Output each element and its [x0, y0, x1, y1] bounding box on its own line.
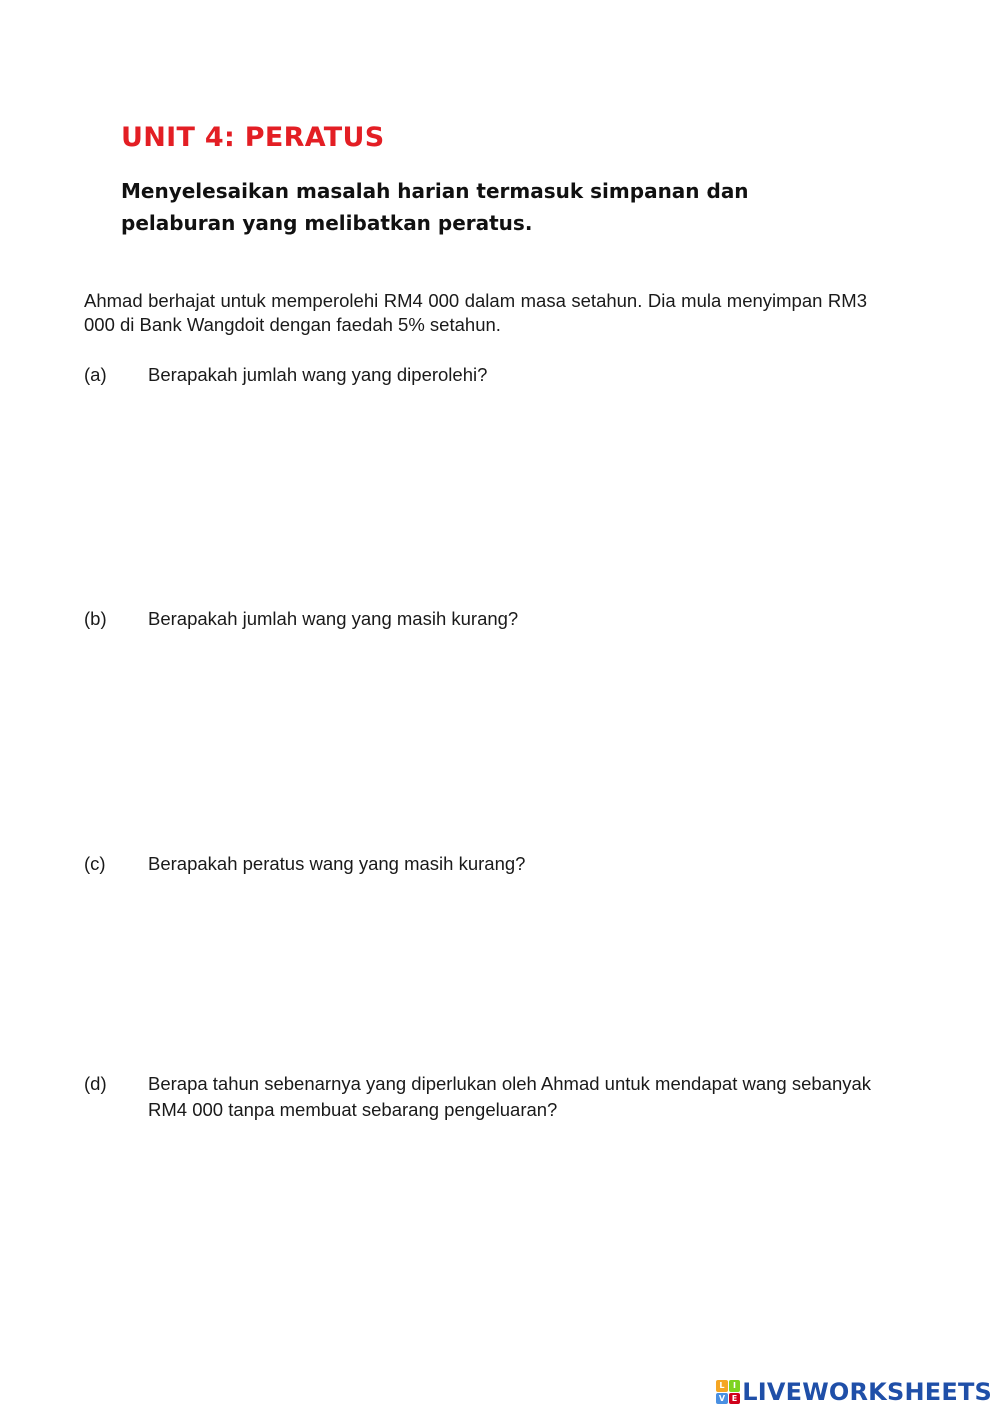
question-label: (d) [84, 1073, 107, 1094]
logo-tile: E [729, 1393, 741, 1405]
question-text: Berapakah jumlah wang yang masih kurang? [148, 608, 519, 629]
question-label: (c) [84, 853, 106, 874]
question-d [84, 1071, 904, 1123]
question-label: (b) [84, 608, 107, 629]
question-c [84, 851, 904, 877]
logo-tile: L [716, 1380, 728, 1392]
question-b [84, 606, 904, 632]
question-a [84, 362, 904, 388]
question-text: Berapa tahun sebenarnya yang diperlukan oleh Ahmad untuk mendapat wang sebanyak RM4 000 tanpa membuat sebarang pengeluaran? [148, 1073, 872, 1120]
brand-name: LIVEWORKSHEETS [742, 1378, 992, 1406]
logo-tile: V [716, 1393, 728, 1405]
liveworksheets-logo-icon [716, 1380, 740, 1404]
logo-tile: I [729, 1380, 741, 1392]
question-text: Berapakah jumlah wang yang diperolehi? [148, 364, 488, 385]
page-subtitle: Menyelesaikan masalah harian termasuk simpanan dan pelaburan yang melibatkan peratus. [121, 179, 749, 235]
problem-statement: Ahmad berhajat untuk memperolehi RM4 000 dalam masa setahun. Dia mula menyimpan RM3 000 di Bank Wangdoit dengan faedah 5% setahun. [84, 290, 867, 335]
page-title: UNIT 4: PERATUS [121, 122, 385, 153]
question-label: (a) [84, 364, 107, 385]
liveworksheets-brand [716, 1378, 992, 1406]
question-text: Berapakah peratus wang yang masih kurang? [148, 853, 526, 874]
